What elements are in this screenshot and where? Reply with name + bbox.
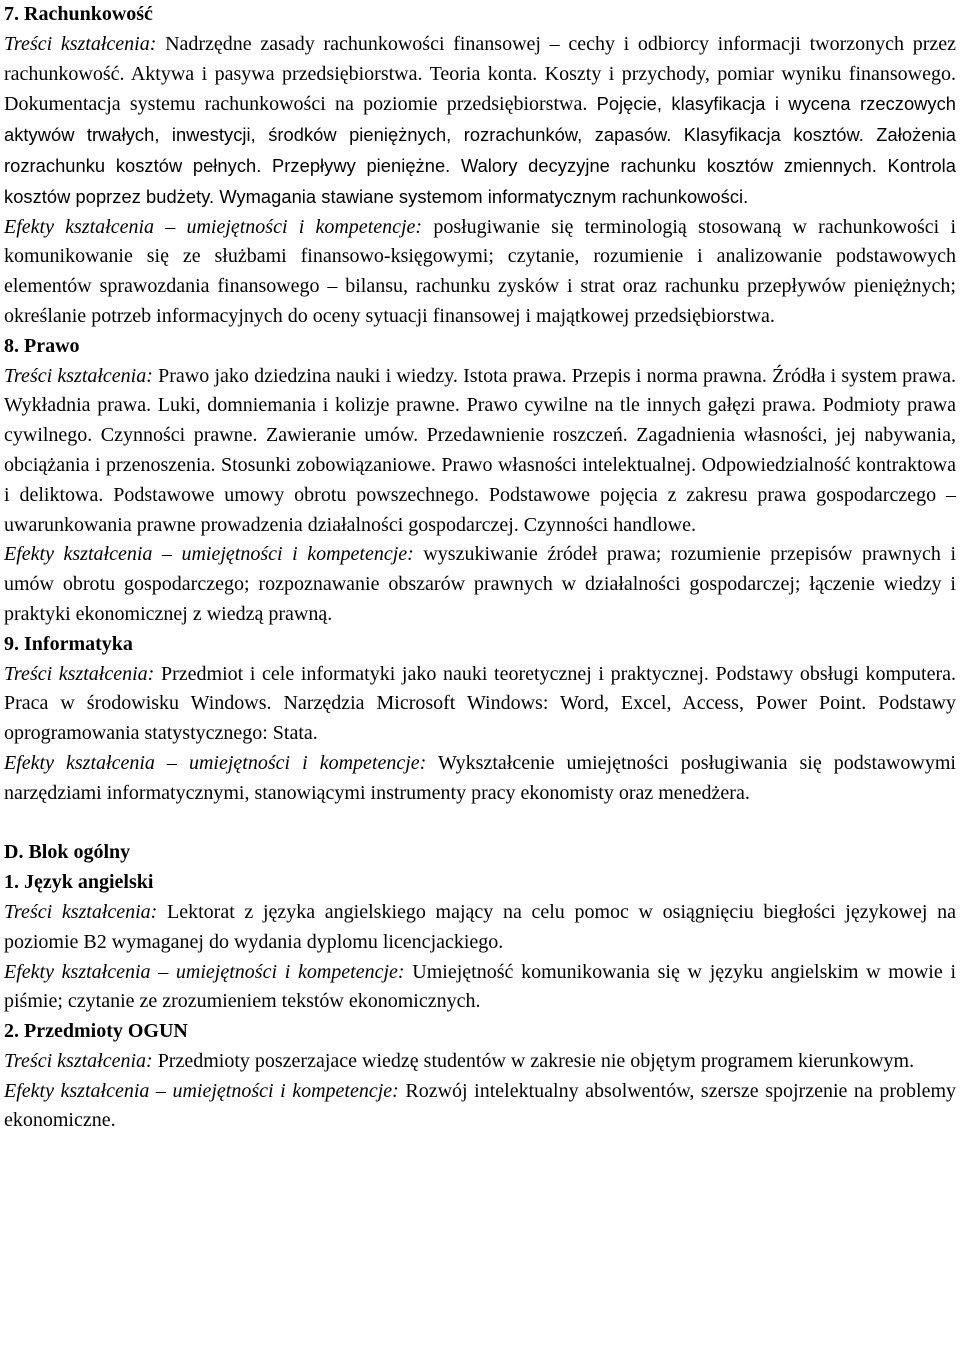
- efekty-paragraph-prawo: [4, 540, 956, 629]
- efekty-text: posługiwanie się terminologią stosowaną w rachunkowości i komunikowanie się ze służbami finansowo-księgowymi; czytanie, rozumienie i analizowanie podstawowych elementów sprawozdania finansowego – bilansu, rachunku zysków i strat oraz rachunku przepływów pieniężnych; określanie potrzeb informacyjnych do oceny sytuacji finansowej i majątkowej przedsiębiorstwa.: [4, 215, 956, 327]
- efekty-label: Efekty kształcenia – umiejętności i kompetencje:: [4, 1079, 399, 1102]
- tresci-label: Treści kształcenia:: [4, 1049, 153, 1072]
- tresci-label: Treści kształcenia:: [4, 364, 153, 387]
- efekty-text: Umiejętność komunikowania się w języku angielskim w mowie i piśmie; czytanie ze zrozumieniem tekstów ekonomicznych.: [4, 960, 956, 1013]
- tresci-paragraph-informatyka: [4, 660, 956, 749]
- efekty-paragraph-jezyk-angielski: [4, 958, 956, 1018]
- tresci-text: Przedmiot i cele informatyki jako nauki teoretycznej i praktycznej. Podstawy obsługi komputera. Praca w środowisku Windows. Narzędzia Microsoft Windows: Word, Excel, Access, Power Point. Podstawy oprogramowania statystycznego: Stata.: [4, 662, 956, 745]
- tresci-label: Treści kształcenia:: [4, 662, 155, 685]
- tresci-label: Treści kształcenia:: [4, 900, 158, 923]
- section-heading-informatyka: 9. Informatyka: [4, 632, 133, 655]
- efekty-paragraph-informatyka: [4, 749, 956, 809]
- section-heading-prawo: 8. Prawo: [4, 334, 80, 357]
- efekty-text: Rozwój intelektualny absolwentów, szersze spojrzenie na problemy ekonomiczne.: [4, 1079, 957, 1132]
- document-page: [4, 0, 956, 1136]
- efekty-paragraph-przedmioty-ogun: [4, 1077, 956, 1137]
- section-heading-rachunkowosc: 7. Rachunkowość: [4, 3, 153, 25]
- efekty-paragraph-rachunkowosc: [4, 213, 956, 332]
- efekty-text: Wykształcenie umiejętności posługiwania się podstawowymi narzędziami informatycznymi, stanowiącymi instrumenty pracy ekonomisty oraz menedżera.: [4, 751, 956, 804]
- efekty-label: Efekty kształcenia – umiejętności i kompetencje:: [4, 543, 414, 566]
- tresci-text-sans: Pojęcie, klasyfikacja i wycena rzeczowych aktywów trwałych, inwestycji, środków pieniężnych, rozrachunków, zapasów. Klasyfikacja kosztów. Założenia rozrachunku kosztów pełnych. Przepływy pieniężne. Walory decyzyjne rachunku kosztów zmiennych. Kontrola kosztów poprzez budżety. Wymagania stawiane systemom informatycznym rachunkowości.: [4, 93, 957, 207]
- section-heading-jezyk-angielski: 1. Język angielski: [4, 871, 154, 894]
- tresci-paragraph-przedmioty-ogun: [4, 1047, 956, 1077]
- tresci-paragraph-jezyk-angielski: [4, 898, 956, 958]
- tresci-label: Treści kształcenia:: [4, 32, 157, 55]
- tresci-text-serif: Nadrzędne zasady rachunkowości finansowej – cechy i odbiorcy informacji tworzonych przez rachunkowość. Aktywa i pasywa przedsiębiorstwa. Teoria konta. Koszty i przychody, pomiar wyniku finansowego. Dokumentacja systemu rachunkowości na poziomie przedsiębiorstwa.: [4, 32, 957, 116]
- tresci-paragraph-prawo: [4, 362, 956, 541]
- tresci-paragraph-rachunkowosc: [4, 30, 956, 213]
- section-heading-przedmioty-ogun: 2. Przedmioty OGUN: [4, 1020, 188, 1043]
- blank-line: [4, 809, 956, 839]
- tresci-text: Prawo jako dziedzina nauki i wiedzy. Istota prawa. Przepis i norma prawna. Źródła i system prawa. Wykładnia prawa. Luki, domniemania i kolizje prawne. Prawo cywilne na tle innych gałęzi prawa. Podmioty prawa cywilnego. Czynności prawne. Zawieranie umów. Przedawnienie roszczeń. Zagadnienia własności, jej nabywania, obciążania i przenoszenia. Stosunki zobowiązaniowe. Prawo własności intelektualnej. Odpowiedzialność kontraktowa i deliktowa. Podstawowe umowy obrotu powszechnego. Podstawowe pojęcia z zakresu prawa gospodarczego – uwarunkowania prawne prowadzenia działalności gospodarczej. Czynności handlowe.: [4, 364, 957, 536]
- tresci-text: Lektorat z języka angielskiego mający na celu pomoc w osiągnięciu biegłości językowej na poziomie B2 wymaganej do wydania dyplomu licencjackiego.: [4, 900, 957, 953]
- efekty-label: Efekty kształcenia – umiejętności i kompetencje:: [4, 960, 405, 983]
- block-heading-ogolny: D. Blok ogólny: [4, 841, 131, 864]
- efekty-text: wyszukiwanie źródeł prawa; rozumienie przepisów prawnych i umów obrotu gospodarczego; rozpoznawanie obszarów prawnych w działalności gospodarczej; łączenie wiedzy i praktyki ekonomicznej z wiedzą prawną.: [4, 543, 957, 625]
- efekty-label: Efekty kształcenia – umiejętności i kompetencje:: [4, 215, 423, 238]
- efekty-label: Efekty kształcenia – umiejętności i kompetencje:: [4, 751, 427, 774]
- tresci-text: Przedmioty poszerzajace wiedzę studentów w zakresie nie objętym programem kierunkowym.: [157, 1049, 915, 1072]
